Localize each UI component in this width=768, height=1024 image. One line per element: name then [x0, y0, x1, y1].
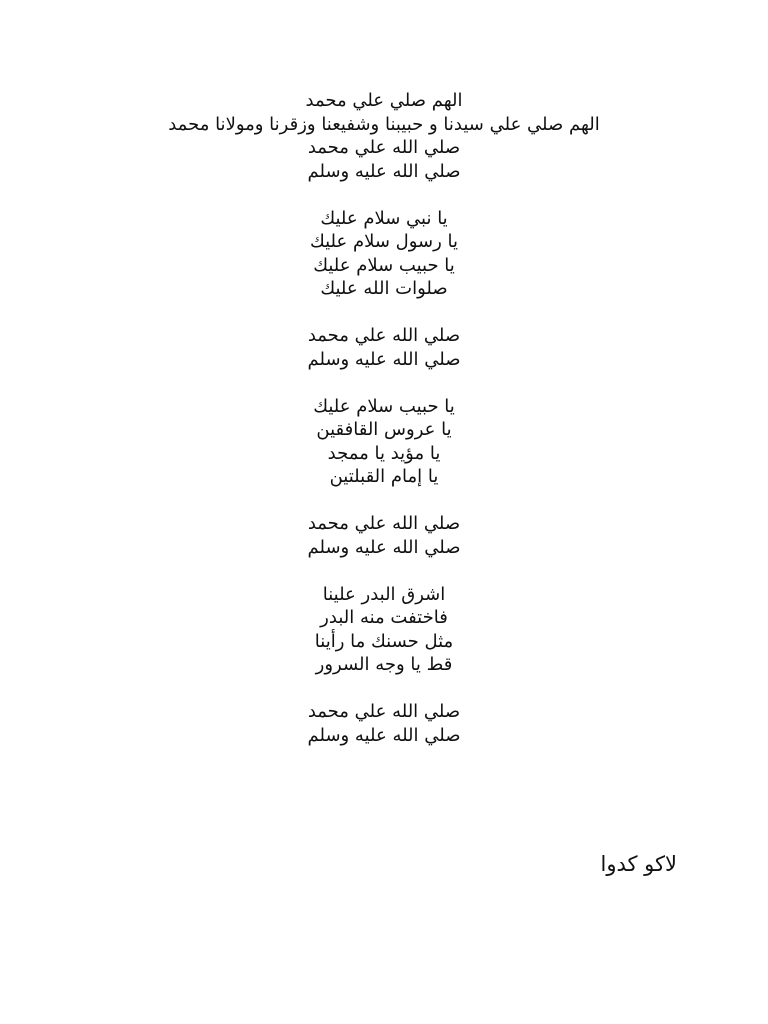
stanza-7-refrain [0, 700, 768, 747]
stanza-1 [0, 89, 768, 183]
poem-line: قط يا وجه السرور [315, 654, 453, 675]
poem-line: يا رسول سلام عليك [309, 231, 459, 252]
poem-line: يا حبيب سلام عليك [313, 395, 455, 417]
poem-line: صلي الله عليه وسلم [307, 536, 461, 558]
poem-line: صلي الله علي محمد [307, 701, 461, 722]
poem-line: يا مؤيد يا ممجد [327, 442, 441, 464]
poem-line: يا عروس القافقين [316, 419, 452, 440]
poem-line: صلي الله عليه وسلم [307, 348, 461, 370]
poem-line: صلي الله عليه وسلم [307, 724, 461, 746]
poem-line: يا حبيب سلام عليك [313, 254, 455, 276]
poem-line: صلوات الله عليك [320, 278, 448, 299]
poem-line: الهم صلي علي سيدنا و حبيبنا وشفيعنا وزقرنا ومولانا محمد [168, 113, 600, 135]
poem-line: اشرق البدر علينا [322, 583, 446, 605]
stanza-6 [0, 583, 768, 677]
poem-line: صلي الله علي محمد [307, 513, 461, 534]
poem-line: يا إمام القبلتين [329, 466, 439, 487]
poem-line: صلي الله علي محمد [307, 325, 461, 346]
poem-line: يا نبي سلام عليك [320, 207, 448, 229]
stanza-3-refrain [0, 324, 768, 371]
poem-body [0, 89, 768, 771]
author-signature: لاكو كدوا [600, 852, 677, 876]
poem-line: صلي الله عليه وسلم [307, 160, 461, 182]
poem-line: صلي الله علي محمد [307, 137, 461, 158]
stanza-4 [0, 395, 768, 489]
poem-line: الهم صلي علي محمد [305, 90, 463, 111]
stanza-5-refrain [0, 512, 768, 559]
stanza-2 [0, 207, 768, 301]
poem-line: مثل حسنك ما رأينا [314, 630, 454, 652]
poem-line: فاختفت منه البدر [320, 607, 448, 628]
